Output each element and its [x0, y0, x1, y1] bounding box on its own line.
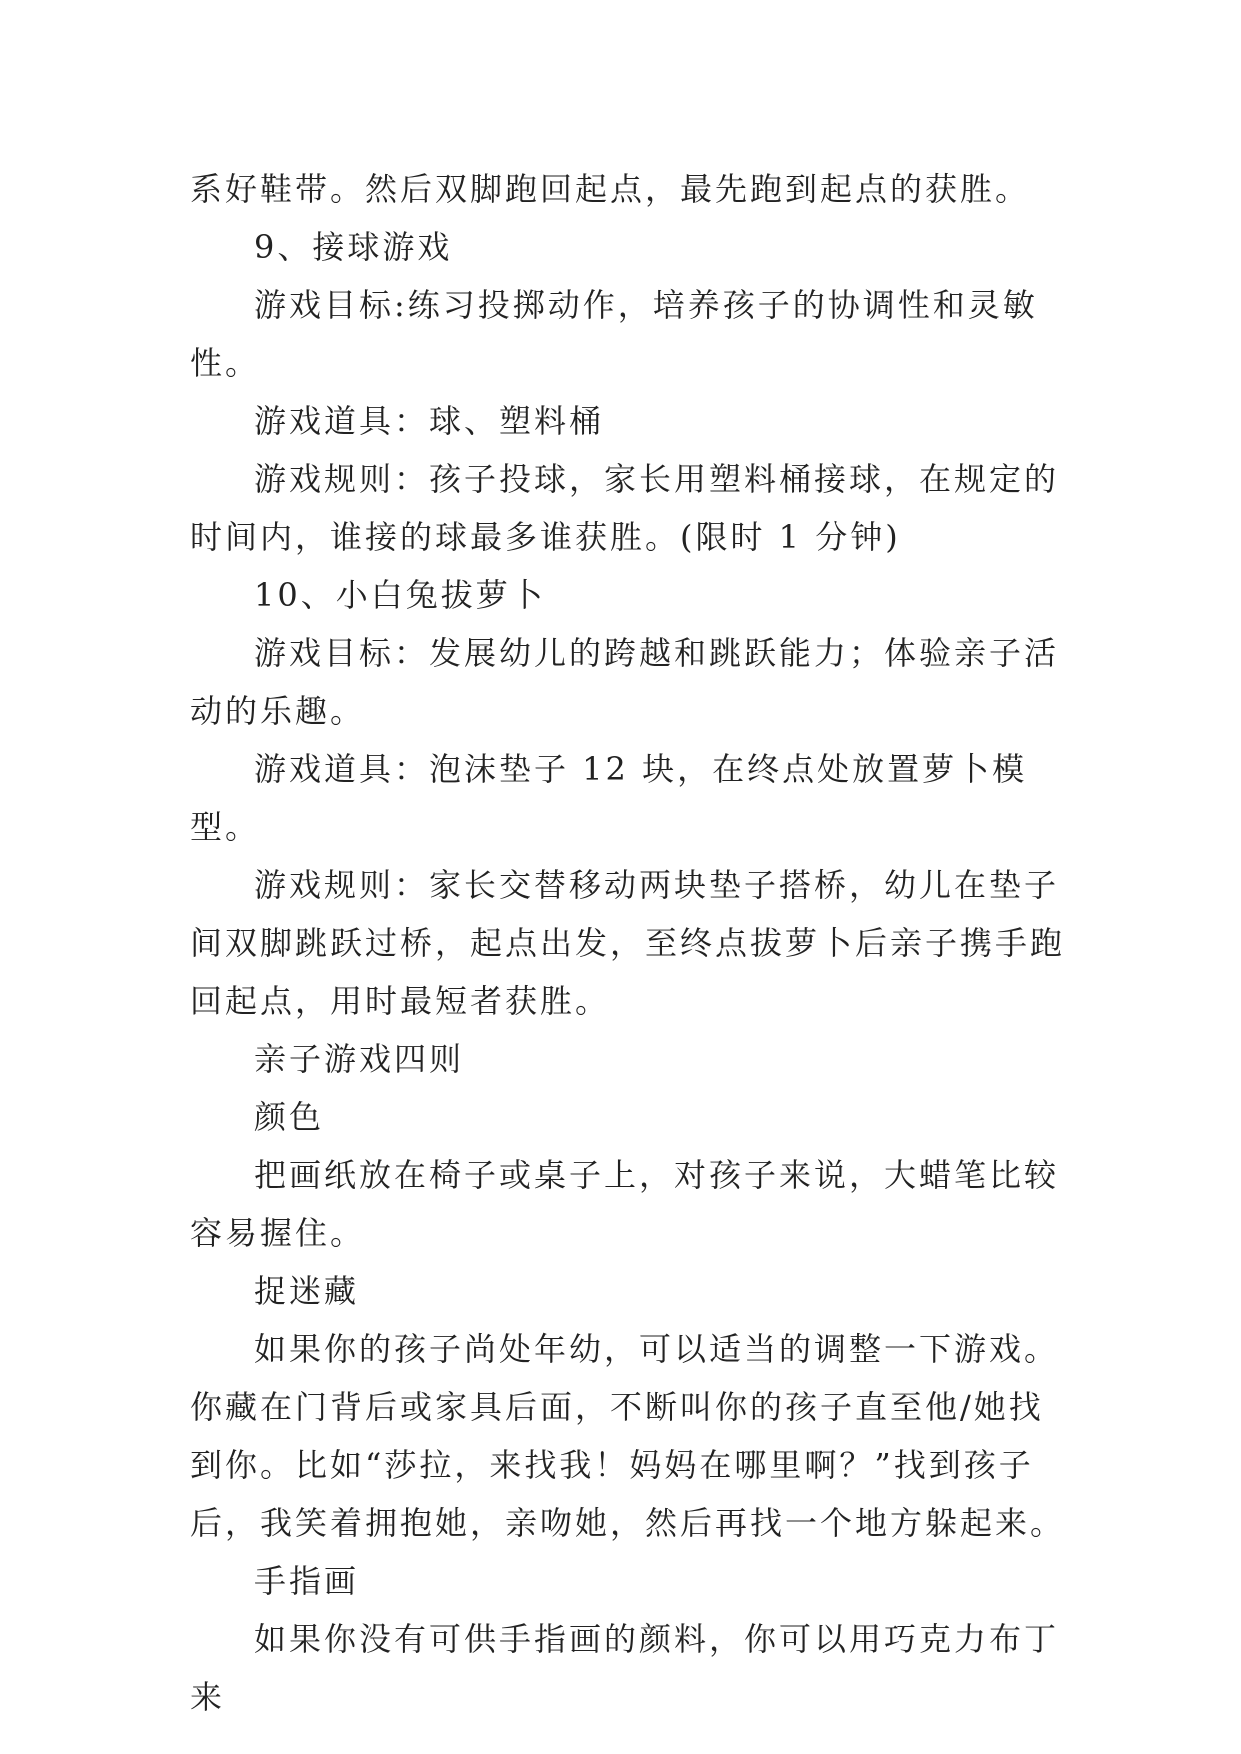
paragraph-shoelace-ending: 系好鞋带。然后双脚跑回起点，最先跑到起点的获胜。 [190, 170, 1031, 208]
paragraph-ball-game-goal: 游戏目标:练习投掷动作，培养孩子的协调性和灵敏性。 [190, 286, 1038, 382]
paragraph-finger-painting-body: 如果你没有可供手指画的颜料，你可以用巧克力布丁来 [190, 1620, 1060, 1716]
heading-colors: 颜色 [254, 1098, 325, 1136]
heading-hide-and-seek: 捉迷藏 [254, 1272, 360, 1310]
document-body [190, 160, 1070, 1726]
paragraph-ball-game-props: 游戏道具：球、塑料桶 [254, 402, 605, 440]
heading-four-parent-child-games: 亲子游戏四则 [254, 1040, 465, 1078]
paragraph-hide-and-seek-body: 如果你的孩子尚处年幼，可以适当的调整一下游戏。你藏在门背后或家具后面，不断叫你的孩子直至他/她找到你。比如“莎拉，来找我！妈妈在哪里啊？”找到孩子后，我笑着拥抱她，亲吻她，然后再找一个地方躲起来。 [190, 1330, 1066, 1542]
paragraph-rabbit-game-rules: 游戏规则：家长交替移动两块垫子搭桥，幼儿在垫子间双脚跳跃过桥，起点出发，至终点拔萝卜后亲子携手跑回起点，用时最短者获胜。 [190, 866, 1066, 1020]
paragraph-rabbit-game-props: 游戏道具：泡沫垫子 12 块，在终点处放置萝卜模型。 [190, 750, 1028, 846]
heading-finger-painting: 手指画 [254, 1562, 360, 1600]
paragraph-ball-game-rules: 游戏规则：孩子投球，家长用塑料桶接球，在规定的时间内，谁接的球最多谁获胜。(限时 1 分钟) [190, 460, 1060, 556]
heading-ball-catching-game: 9、接球游戏 [254, 228, 453, 266]
paragraph-colors-body: 把画纸放在椅子或桌子上，对孩子来说，大蜡笔比较容易握住。 [190, 1156, 1060, 1252]
heading-rabbit-carrot-game: 10、小白兔拔萝卜 [254, 576, 546, 614]
paragraph-rabbit-game-goal: 游戏目标：发展幼儿的跨越和跳跃能力；体验亲子活动的乐趣。 [190, 634, 1060, 730]
